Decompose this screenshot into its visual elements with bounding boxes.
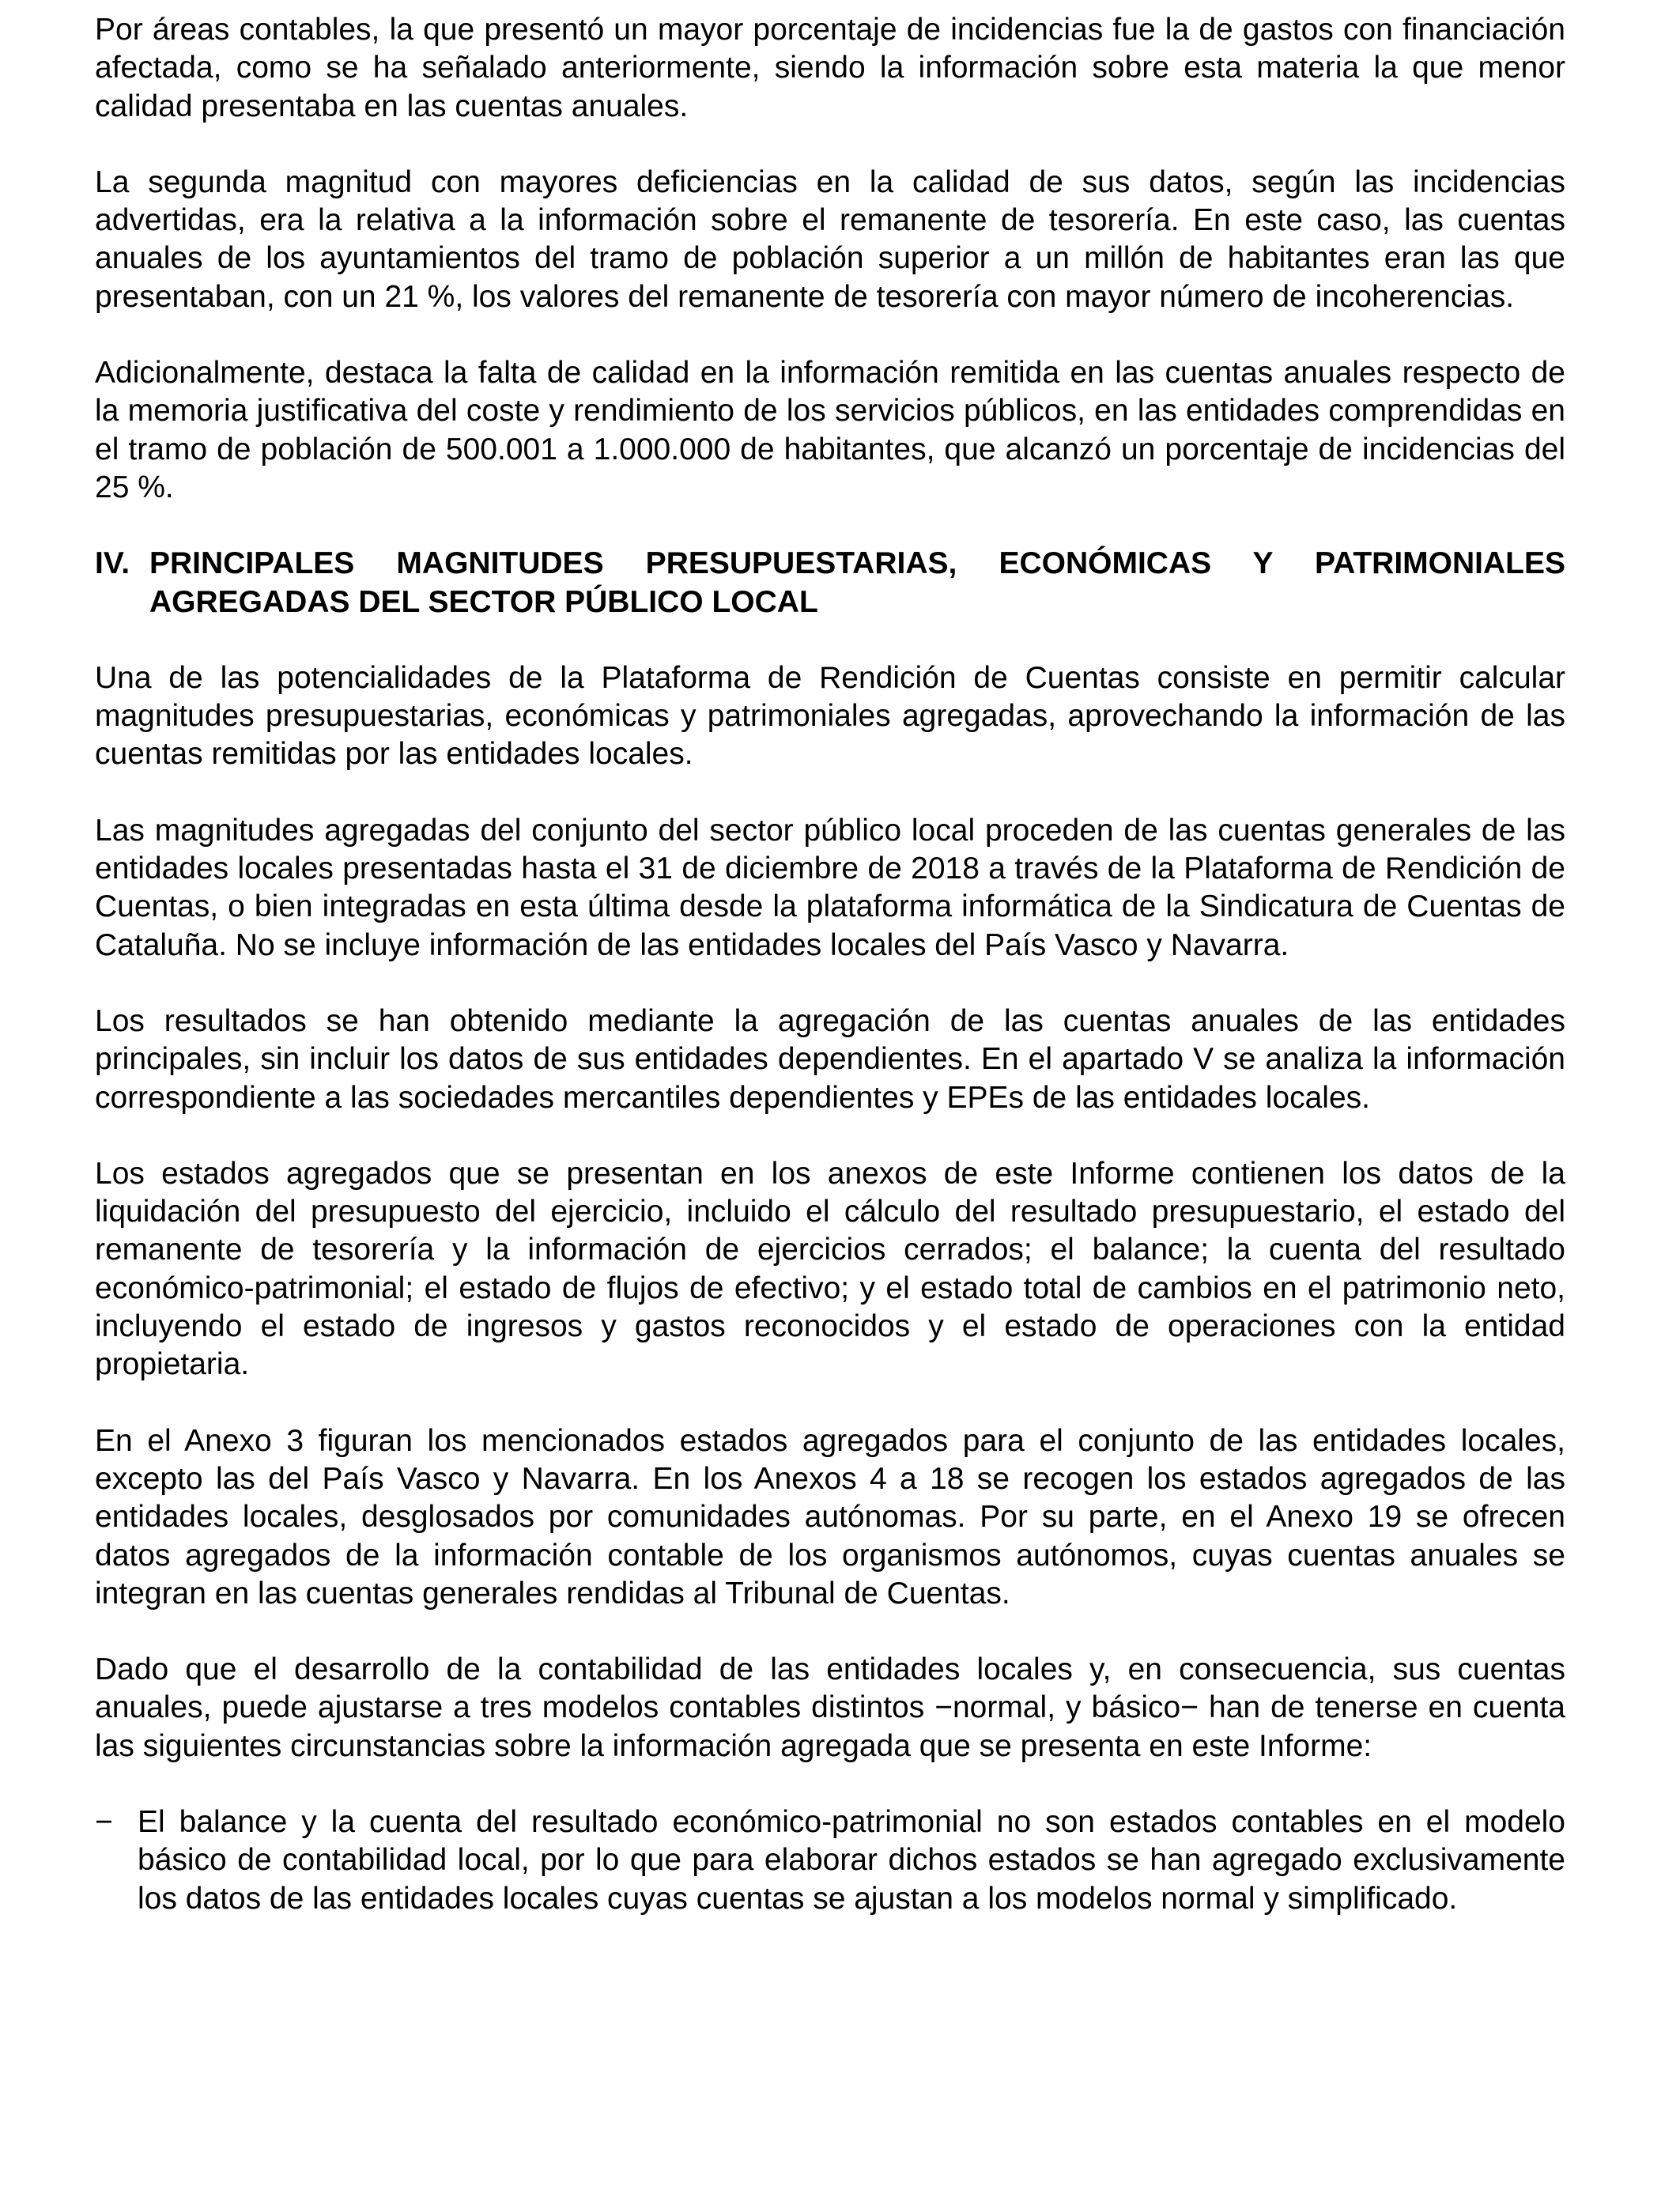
section-title: PRINCIPALES MAGNITUDES PRESUPUESTARIAS, ECONÓMICAS Y PATRIMONIALES AGREGADAS DEL SECTOR PÚBLICO LOCAL: [149, 546, 1565, 619]
paragraph-remanente-tesoreria: La segunda magnitud con mayores deficiencias en la calidad de sus datos, según las incidencias advertidas, era la relativa a la información sobre el remanente de tesorería. En este caso, las cuentas anuales de los ayuntamientos del tramo de población superior a un millón de habitantes eran las que presentaban, con un 21 %, los valores del remanente de tesorería con mayor número de incoherencias.: [95, 164, 1565, 314]
paragraph-resultados: Los resultados se han obtenido mediante la agregación de las cuentas anuales de las entidades principales, sin incluir los datos de sus entidades dependientes. En el apartado V se analiza la información correspondiente a las sociedades mercantiles dependientes y EPEs de las entidades locales.: [95, 1003, 1565, 1115]
paragraph-magnitudes-agregadas: Las magnitudes agregadas del conjunto del sector público local proceden de las cuentas generales de las entidades locales presentadas hasta el 31 de diciembre de 2018 a través de la Plataforma de Rendición de Cuentas, o bien integradas en esta última desde la plataforma informática de la Sindicatura de Cuentas de Cataluña. No se incluye información de las entidades locales del País Vasco y Navarra.: [95, 813, 1565, 962]
section-number: IV.: [95, 546, 130, 581]
paragraph-estados-agregados: Los estados agregados que se presentan en los anexos de este Informe contienen los datos de la liquidación del presupuesto del ejercicio, incluido el cálculo del resultado presupuestario, el estado del remanente de tesorería y la información de ejercicios cerrados; el balance; la cuenta del resultado económico-patrimonial; el estado de flujos de efectivo; y el estado total de cambios en el patrimonio neto, incluyendo el estado de ingresos y gastos reconocidos y el estado de operaciones con la entidad propietaria.: [95, 1156, 1565, 1382]
paragraph-modelos-contables: Dado que el desarrollo de la contabilidad de las entidades locales y, en consecuencia, sus cuentas anuales, puede ajustarse a tres modelos contables distintos −normal, y básico− han de tenerse en cuenta las siguientes circunstancias sobre la información agregada que se presenta en este Informe:: [95, 1652, 1565, 1763]
list-bullet: −: [95, 1804, 113, 1839]
document-page: [95, 11, 1565, 1918]
list-item-text: El balance y la cuenta del resultado económico-patrimonial no son estados contables en el modelo básico de contabilidad local, por lo que para elaborar dichos estados se han agregado exclusivamente los datos de las entidades locales cuyas cuentas se ajustan a los modelos normal y simplificado.: [138, 1804, 1565, 1916]
paragraph-areas-contables: Por áreas contables, la que presentó un mayor porcentaje de incidencias fue la de gastos con financiación afectada, como se ha señalado anteriormente, siendo la información sobre esta materia la que menor calidad presentaba en las cuentas anuales.: [95, 13, 1565, 123]
paragraph-memoria-justificativa: Adicionalmente, destaca la falta de calidad en la información remitida en las cuentas anuales respecto de la memoria justificativa del coste y rendimiento de los servicios públicos, en las entidades comprendidas en el tramo de población de 500.001 a 1.000.000 de habitantes, que alcanzó un porcentaje de incidencias del 25 %.: [95, 356, 1565, 504]
list-item: [95, 1803, 1565, 1918]
paragraph-potencialidades: Una de las potencialidades de la Plataforma de Rendición de Cuentas consiste en permitir calcular magnitudes presupuestarias, económicas y patrimoniales agregadas, aprovechando la información de las cuentas remitidas por las entidades locales.: [95, 660, 1565, 772]
paragraph-anexos: En el Anexo 3 figuran los mencionados estados agregados para el conjunto de las entidades locales, excepto las del País Vasco y Navarra. En los Anexos 4 a 18 se recogen los estados agregados de las entidades locales, desglosados por comunidades autónomas. Por su parte, en el Anexo 19 se ofrecen datos agregados de la información contable de los organismos autónomos, cuyas cuentas anuales se integran en las cuentas generales rendidas al Tribunal de Cuentas.: [95, 1423, 1565, 1611]
section-heading: [95, 545, 1565, 621]
